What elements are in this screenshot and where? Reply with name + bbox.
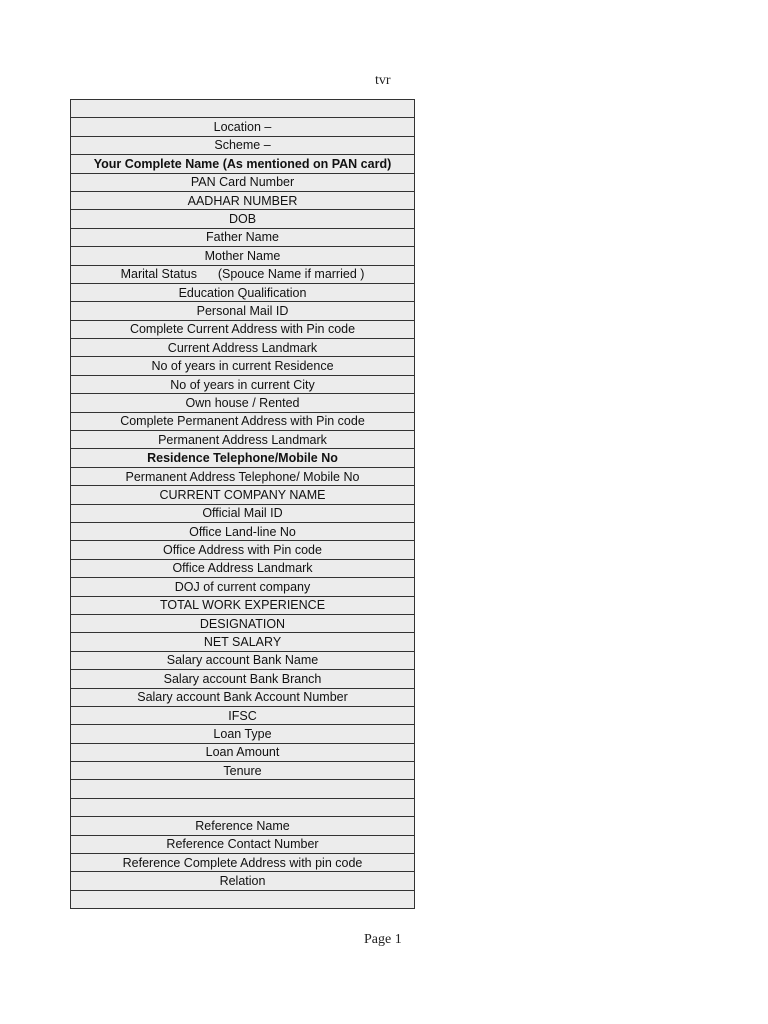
form-row <box>71 854 415 872</box>
form-row <box>71 651 415 669</box>
form-field-label: Residence Telephone/Mobile No <box>71 449 415 467</box>
form-field-label: Complete Permanent Address with Pin code <box>71 412 415 430</box>
form-field-label: Permanent Address Landmark <box>71 431 415 449</box>
form-row <box>71 578 415 596</box>
form-field-label: Salary account Bank Account Number <box>71 688 415 706</box>
form-row <box>71 210 415 228</box>
form-field-label: IFSC <box>71 706 415 724</box>
form-field-label: Personal Mail ID <box>71 302 415 320</box>
form-field-label: PAN Card Number <box>71 173 415 191</box>
form-field-label: Office Address with Pin code <box>71 541 415 559</box>
page-footer: Page 1 <box>364 932 402 947</box>
form-field-label: Salary account Bank Branch <box>71 670 415 688</box>
form-row <box>71 670 415 688</box>
form-table-body <box>71 100 415 909</box>
form-row <box>71 762 415 780</box>
form-row <box>71 798 415 816</box>
form-row <box>71 191 415 209</box>
form-row <box>71 780 415 798</box>
form-row <box>71 817 415 835</box>
form-row <box>71 486 415 504</box>
form-field-label: Education Qualification <box>71 283 415 301</box>
form-row <box>71 339 415 357</box>
form-field-label: Relation <box>71 872 415 890</box>
form-blank-cell <box>71 890 415 908</box>
form-field-label: Reference Complete Address with pin code <box>71 854 415 872</box>
form-field-label: Salary account Bank Name <box>71 651 415 669</box>
form-field-label: DOB <box>71 210 415 228</box>
form-row <box>71 320 415 338</box>
form-row <box>71 688 415 706</box>
form-field-label: Complete Current Address with Pin code <box>71 320 415 338</box>
form-field-label: Location – <box>71 118 415 136</box>
form-field-label: Mother Name <box>71 247 415 265</box>
form-row <box>71 872 415 890</box>
form-field-label: Office Address Landmark <box>71 559 415 577</box>
form-field-label: No of years in current Residence <box>71 357 415 375</box>
form-field-label: Your Complete Name (As mentioned on PAN card) <box>71 155 415 173</box>
form-row <box>71 265 415 283</box>
form-row <box>71 504 415 522</box>
form-field-label: Current Address Landmark <box>71 339 415 357</box>
form-field-label: Reference Name <box>71 817 415 835</box>
form-field-label: NET SALARY <box>71 633 415 651</box>
form-row <box>71 302 415 320</box>
form-field-label: Father Name <box>71 228 415 246</box>
form-blank-cell <box>71 100 415 118</box>
form-row <box>71 357 415 375</box>
application-form-table <box>70 99 415 909</box>
form-row <box>71 541 415 559</box>
form-row <box>71 559 415 577</box>
form-row <box>71 614 415 632</box>
form-row <box>71 449 415 467</box>
form-field-label: TOTAL WORK EXPERIENCE <box>71 596 415 614</box>
form-field-label: Loan Type <box>71 725 415 743</box>
form-field-label: Marital Status (Spouce Name if married ) <box>71 265 415 283</box>
form-row <box>71 633 415 651</box>
form-row <box>71 247 415 265</box>
form-field-label: Scheme – <box>71 136 415 154</box>
form-row <box>71 412 415 430</box>
form-field-label: Office Land-line No <box>71 522 415 540</box>
form-row <box>71 467 415 485</box>
form-row <box>71 394 415 412</box>
form-row <box>71 835 415 853</box>
form-row <box>71 431 415 449</box>
form-field-label: Tenure <box>71 762 415 780</box>
form-row <box>71 100 415 118</box>
form-row <box>71 725 415 743</box>
form-row <box>71 596 415 614</box>
page-header: tvr <box>375 73 391 88</box>
form-row <box>71 890 415 908</box>
form-row <box>71 118 415 136</box>
form-field-label: Own house / Rented <box>71 394 415 412</box>
form-field-label: CURRENT COMPANY NAME <box>71 486 415 504</box>
form-field-label: AADHAR NUMBER <box>71 191 415 209</box>
form-row <box>71 743 415 761</box>
form-row <box>71 375 415 393</box>
form-blank-cell <box>71 798 415 816</box>
form-row <box>71 155 415 173</box>
form-field-label: Official Mail ID <box>71 504 415 522</box>
form-field-label: DOJ of current company <box>71 578 415 596</box>
form-row <box>71 136 415 154</box>
form-row <box>71 283 415 301</box>
form-field-label: Permanent Address Telephone/ Mobile No <box>71 467 415 485</box>
form-field-label: Reference Contact Number <box>71 835 415 853</box>
form-row <box>71 706 415 724</box>
form-row <box>71 173 415 191</box>
form-row <box>71 522 415 540</box>
form-field-label: No of years in current City <box>71 375 415 393</box>
form-row <box>71 228 415 246</box>
form-field-label: Loan Amount <box>71 743 415 761</box>
form-blank-cell <box>71 780 415 798</box>
form-field-label: DESIGNATION <box>71 614 415 632</box>
